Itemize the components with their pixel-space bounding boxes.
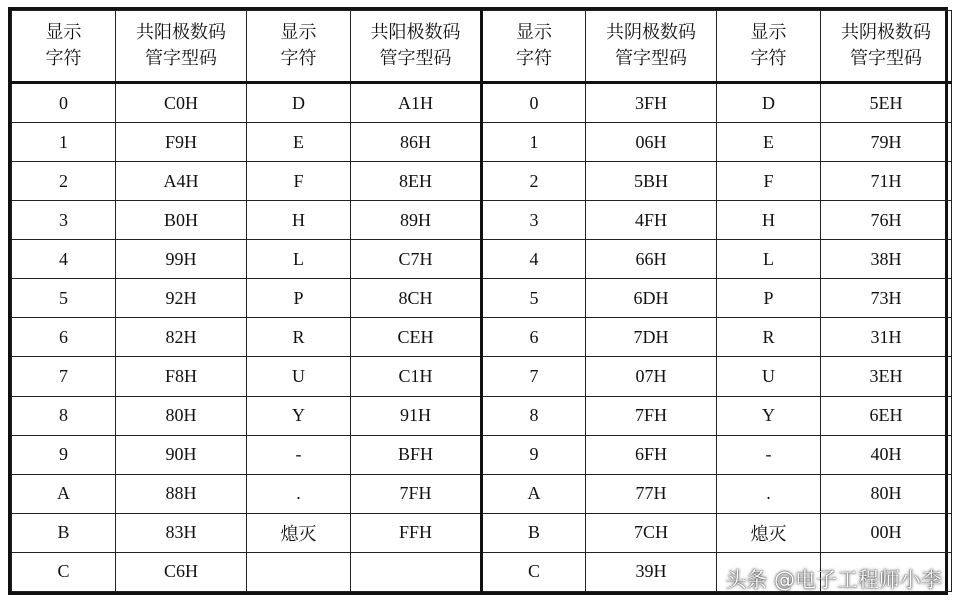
- segment-code-cell: 79H: [821, 123, 952, 162]
- display-char-cell: E: [247, 123, 351, 162]
- display-char-cell: H: [717, 201, 821, 240]
- display-char-cell: Y: [717, 396, 821, 435]
- segment-code-cell: C7H: [351, 240, 482, 279]
- segment-code-cell: 6FH: [586, 435, 717, 474]
- display-char-cell: 9: [12, 435, 116, 474]
- segment-code-cell: 07H: [586, 357, 717, 396]
- table-row: [12, 279, 952, 318]
- display-char-cell: U: [717, 357, 821, 396]
- segment-code-cell: 8EH: [351, 162, 482, 201]
- display-char-cell: P: [247, 279, 351, 318]
- segment-code-table: [11, 10, 952, 592]
- segment-code-cell: 3EH: [821, 357, 952, 396]
- segment-code-cell: 91H: [351, 396, 482, 435]
- display-char-cell: A: [12, 474, 116, 513]
- display-char-cell: [247, 552, 351, 591]
- display-char-cell: C: [482, 552, 586, 591]
- header-display-char: 显示 字符: [12, 11, 116, 83]
- segment-code-cell: 66H: [586, 240, 717, 279]
- segment-code-cell: 06H: [586, 123, 717, 162]
- display-char-cell: 0: [482, 83, 586, 123]
- segment-code-cell: 4FH: [586, 201, 717, 240]
- segment-code-cell: 7DH: [586, 318, 717, 357]
- display-char-cell: 8: [12, 396, 116, 435]
- display-char-cell: -: [717, 435, 821, 474]
- display-char-cell: .: [247, 474, 351, 513]
- display-char-cell: C: [12, 552, 116, 591]
- table-body: [12, 83, 952, 592]
- display-char-cell: 4: [12, 240, 116, 279]
- segment-code-cell: [351, 552, 482, 591]
- table-header: [12, 11, 952, 83]
- display-char-cell: 3: [12, 201, 116, 240]
- table-row: [12, 83, 952, 123]
- segment-code-table-frame: [8, 7, 948, 595]
- display-char-cell: A: [482, 474, 586, 513]
- display-char-cell: U: [247, 357, 351, 396]
- display-char-cell: 7: [12, 357, 116, 396]
- segment-code-cell: 5EH: [821, 83, 952, 123]
- segment-code-cell: 86H: [351, 123, 482, 162]
- segment-code-cell: 6DH: [586, 279, 717, 318]
- segment-code-cell: 92H: [116, 279, 247, 318]
- display-char-cell: .: [717, 474, 821, 513]
- segment-code-cell: C1H: [351, 357, 482, 396]
- table-row: [12, 123, 952, 162]
- display-char-cell: L: [247, 240, 351, 279]
- segment-code-cell: 6EH: [821, 396, 952, 435]
- segment-code-cell: 90H: [116, 435, 247, 474]
- table-row: [12, 240, 952, 279]
- watermark: 头条 @电子工程师小李: [725, 568, 942, 592]
- segment-code-cell: BFH: [351, 435, 482, 474]
- segment-code-cell: 38H: [821, 240, 952, 279]
- display-char-cell: R: [247, 318, 351, 357]
- display-char-cell: 1: [482, 123, 586, 162]
- segment-code-cell: 5BH: [586, 162, 717, 201]
- segment-code-cell: A4H: [116, 162, 247, 201]
- display-char-cell: 2: [482, 162, 586, 201]
- table-row: [12, 435, 952, 474]
- display-char-cell: E: [717, 123, 821, 162]
- table-row: [12, 396, 952, 435]
- segment-code-cell: A1H: [351, 83, 482, 123]
- segment-code-cell: 82H: [116, 318, 247, 357]
- header-anode-code: 共阳极数码 管字型码: [116, 11, 247, 83]
- display-char-cell: 5: [12, 279, 116, 318]
- segment-code-cell: 89H: [351, 201, 482, 240]
- segment-code-cell: B0H: [116, 201, 247, 240]
- display-char-cell: 熄灭: [247, 513, 351, 552]
- segment-code-cell: 3FH: [586, 83, 717, 123]
- header-row: [12, 11, 952, 83]
- display-char-cell: 3: [482, 201, 586, 240]
- table-row: [12, 513, 952, 552]
- display-char-cell: 6: [12, 318, 116, 357]
- display-char-cell: F: [247, 162, 351, 201]
- display-char-cell: H: [247, 201, 351, 240]
- table-row: [12, 357, 952, 396]
- segment-code-cell: F9H: [116, 123, 247, 162]
- header-cathode-code: 共阴极数码 管字型码: [586, 11, 717, 83]
- segment-code-cell: 8CH: [351, 279, 482, 318]
- segment-code-cell: 77H: [586, 474, 717, 513]
- display-char-cell: 8: [482, 396, 586, 435]
- segment-code-cell: 76H: [821, 201, 952, 240]
- segment-code-cell: 31H: [821, 318, 952, 357]
- display-char-cell: F: [717, 162, 821, 201]
- display-char-cell: 6: [482, 318, 586, 357]
- display-char-cell: P: [717, 279, 821, 318]
- display-char-cell: B: [12, 513, 116, 552]
- segment-code-cell: 80H: [116, 396, 247, 435]
- display-char-cell: D: [717, 83, 821, 123]
- segment-code-cell: CEH: [351, 318, 482, 357]
- segment-code-cell: F8H: [116, 357, 247, 396]
- display-char-cell: L: [717, 240, 821, 279]
- display-char-cell: 5: [482, 279, 586, 318]
- segment-code-cell: C6H: [116, 552, 247, 591]
- segment-code-cell: 7CH: [586, 513, 717, 552]
- segment-code-cell: 88H: [116, 474, 247, 513]
- table-row: [12, 318, 952, 357]
- display-char-cell: -: [247, 435, 351, 474]
- header-display-char: 显示 字符: [247, 11, 351, 83]
- segment-code-cell: 83H: [116, 513, 247, 552]
- segment-code-cell: 71H: [821, 162, 952, 201]
- display-char-cell: 9: [482, 435, 586, 474]
- segment-code-cell: 7FH: [586, 396, 717, 435]
- display-char-cell: R: [717, 318, 821, 357]
- header-anode-code: 共阳极数码 管字型码: [351, 11, 482, 83]
- display-char-cell: 7: [482, 357, 586, 396]
- segment-code-cell: 80H: [821, 474, 952, 513]
- segment-code-cell: FFH: [351, 513, 482, 552]
- header-display-char: 显示 字符: [482, 11, 586, 83]
- segment-code-cell: 39H: [586, 552, 717, 591]
- display-char-cell: 熄灭: [717, 513, 821, 552]
- segment-code-cell: 99H: [116, 240, 247, 279]
- display-char-cell: 4: [482, 240, 586, 279]
- segment-code-cell: C0H: [116, 83, 247, 123]
- segment-code-cell: 73H: [821, 279, 952, 318]
- display-char-cell: D: [247, 83, 351, 123]
- segment-code-cell: 7FH: [351, 474, 482, 513]
- segment-code-cell: 00H: [821, 513, 952, 552]
- display-char-cell: 1: [12, 123, 116, 162]
- display-char-cell: Y: [247, 396, 351, 435]
- header-display-char: 显示 字符: [717, 11, 821, 83]
- display-char-cell: 2: [12, 162, 116, 201]
- table-row: [12, 201, 952, 240]
- segment-code-cell: 40H: [821, 435, 952, 474]
- display-char-cell: 0: [12, 83, 116, 123]
- display-char-cell: B: [482, 513, 586, 552]
- table-row: [12, 474, 952, 513]
- table-row: [12, 162, 952, 201]
- header-cathode-code: 共阴极数码 管字型码: [821, 11, 952, 83]
